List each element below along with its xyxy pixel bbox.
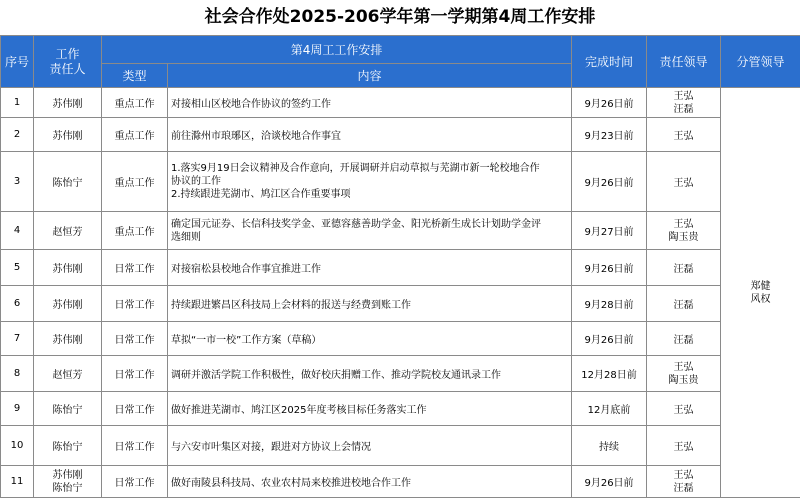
table-row bbox=[1, 426, 800, 466]
row-leader bbox=[647, 212, 721, 250]
row-type: 重点工作 bbox=[102, 152, 168, 212]
row-no: 4 bbox=[1, 212, 34, 250]
row-owner: 苏伟刚 bbox=[34, 88, 102, 118]
row-type: 日常工作 bbox=[102, 426, 168, 466]
row-leader bbox=[647, 466, 721, 498]
leader-name: 汪磊 bbox=[673, 103, 694, 115]
row-deadline: 12月28日前 bbox=[572, 356, 647, 392]
owner-name: 陈怡宁 bbox=[52, 482, 83, 494]
row-deadline: 持续 bbox=[572, 426, 647, 466]
leader-name: 汪磊 bbox=[673, 482, 694, 494]
row-no: 11 bbox=[1, 466, 34, 498]
row-leader bbox=[647, 88, 721, 118]
row-no: 6 bbox=[1, 286, 34, 322]
table-row bbox=[1, 322, 800, 356]
row-content: 与六安市叶集区对接，跟进对方协议上会情况 bbox=[168, 426, 572, 466]
row-content: 对接相山区校地合作协议的签约工作 bbox=[168, 88, 572, 118]
table-row bbox=[1, 466, 800, 498]
table-row bbox=[1, 118, 800, 152]
row-content: 调研并激活学院工作积极性，做好校庆捐赠工作、推动学院校友通讯录工作 bbox=[168, 356, 572, 392]
row-no: 5 bbox=[1, 250, 34, 286]
header-owner-line1: 工作 bbox=[55, 46, 80, 61]
row-owner: 赵恒芳 bbox=[34, 356, 102, 392]
row-leader: 王弘 bbox=[647, 426, 721, 466]
row-type: 日常工作 bbox=[102, 250, 168, 286]
row-no: 9 bbox=[1, 392, 34, 426]
row-content: 持续跟进繁昌区科技局上会材料的报送与经费到账工作 bbox=[168, 286, 572, 322]
leader-name: 陶玉贵 bbox=[668, 374, 699, 386]
header-deadline: 完成时间 bbox=[572, 36, 647, 88]
leader-name: 陶玉贵 bbox=[668, 231, 699, 243]
row-owner: 苏伟刚 bbox=[34, 118, 102, 152]
header-owner bbox=[34, 36, 102, 88]
table-row bbox=[1, 250, 800, 286]
header-week-plan: 第4周工工作安排 bbox=[102, 36, 572, 64]
row-deadline: 9月27日前 bbox=[572, 212, 647, 250]
row-type: 日常工作 bbox=[102, 466, 168, 498]
row-owner: 陈怡宁 bbox=[34, 152, 102, 212]
row-deadline: 9月26日前 bbox=[572, 88, 647, 118]
row-leader: 汪磊 bbox=[647, 250, 721, 286]
content-line: 2.持续跟进芜湖市、鸠江区合作重要事项 bbox=[171, 189, 351, 200]
row-content: 做好推进芜湖市、鸠江区2025年度考核目标任务落实工作 bbox=[168, 392, 572, 426]
content-line: 1.落实9月19日会议精神及合作意向，开展调研并启动草拟与芜湖市新一轮校地合作 bbox=[171, 163, 540, 174]
row-leader: 王弘 bbox=[647, 392, 721, 426]
supervisor-cell bbox=[721, 88, 800, 498]
content-line: 选细则 bbox=[171, 231, 201, 243]
schedule-table bbox=[0, 35, 800, 498]
row-deadline: 9月26日前 bbox=[572, 152, 647, 212]
row-deadline: 9月28日前 bbox=[572, 286, 647, 322]
content-line: 确定国元证券、长信科技奖学金、亚德容慈善助学金、阳光桥新生成长计划助学金评 bbox=[171, 218, 541, 230]
row-no: 10 bbox=[1, 426, 34, 466]
row-leader: 王弘 bbox=[647, 118, 721, 152]
header-leader: 责任领导 bbox=[647, 36, 721, 88]
row-no: 1 bbox=[1, 88, 34, 118]
row-deadline: 9月23日前 bbox=[572, 118, 647, 152]
row-type: 日常工作 bbox=[102, 392, 168, 426]
row-no: 8 bbox=[1, 356, 34, 392]
header-type: 类型 bbox=[102, 64, 168, 88]
supervisor-name-line2: 风权 bbox=[750, 293, 771, 305]
row-deadline: 9月26日前 bbox=[572, 322, 647, 356]
leader-name: 王弘 bbox=[673, 361, 694, 373]
table-row bbox=[1, 356, 800, 392]
row-content: 草拟“一市一校”工作方案（草稿） bbox=[168, 322, 572, 356]
table-row bbox=[1, 392, 800, 426]
row-content bbox=[168, 212, 572, 250]
row-leader: 王弘 bbox=[647, 152, 721, 212]
leader-name: 王弘 bbox=[673, 90, 694, 102]
header-owner-line2: 责任人 bbox=[49, 61, 86, 76]
row-no: 2 bbox=[1, 118, 34, 152]
table-row bbox=[1, 152, 800, 212]
header-no: 序号 bbox=[1, 36, 34, 88]
row-type: 重点工作 bbox=[102, 88, 168, 118]
row-leader bbox=[647, 356, 721, 392]
row-deadline: 12月底前 bbox=[572, 392, 647, 426]
row-deadline: 9月26日前 bbox=[572, 250, 647, 286]
page-title: 社会合作处2025-206学年第一学期第4周工作安排 bbox=[0, 0, 800, 36]
row-owner: 苏伟刚 bbox=[34, 322, 102, 356]
row-type: 重点工作 bbox=[102, 212, 168, 250]
row-owner bbox=[34, 466, 102, 498]
row-type: 重点工作 bbox=[102, 118, 168, 152]
row-content: 对接宿松县校地合作事宜推进工作 bbox=[168, 250, 572, 286]
row-type: 日常工作 bbox=[102, 322, 168, 356]
schedule-body bbox=[1, 88, 800, 498]
table-row bbox=[1, 88, 800, 118]
row-no: 3 bbox=[1, 152, 34, 212]
header-content: 内容 bbox=[168, 64, 572, 88]
owner-name: 苏伟刚 bbox=[52, 469, 83, 481]
row-leader: 汪磊 bbox=[647, 286, 721, 322]
row-owner: 陈怡宁 bbox=[34, 392, 102, 426]
table-row bbox=[1, 212, 800, 250]
row-type: 日常工作 bbox=[102, 356, 168, 392]
row-owner: 陈怡宁 bbox=[34, 426, 102, 466]
row-leader: 汪磊 bbox=[647, 322, 721, 356]
row-owner: 苏伟刚 bbox=[34, 250, 102, 286]
leader-name: 王弘 bbox=[673, 469, 694, 481]
table-row bbox=[1, 286, 800, 322]
supervisor-name-line1: 郑健 bbox=[750, 280, 771, 292]
row-owner: 苏伟刚 bbox=[34, 286, 102, 322]
row-content: 前往滁州市琅琊区，洽谈校地合作事宜 bbox=[168, 118, 572, 152]
row-deadline: 9月26日前 bbox=[572, 466, 647, 498]
row-type: 日常工作 bbox=[102, 286, 168, 322]
row-content bbox=[168, 152, 572, 212]
row-content: 做好南陵县科技局、农业农村局来校推进校地合作工作 bbox=[168, 466, 572, 498]
leader-name: 王弘 bbox=[673, 218, 694, 230]
content-line: 协议的工作 bbox=[171, 176, 221, 187]
row-no: 7 bbox=[1, 322, 34, 356]
row-owner: 赵恒芳 bbox=[34, 212, 102, 250]
header-supervisor: 分管领导 bbox=[721, 36, 800, 88]
